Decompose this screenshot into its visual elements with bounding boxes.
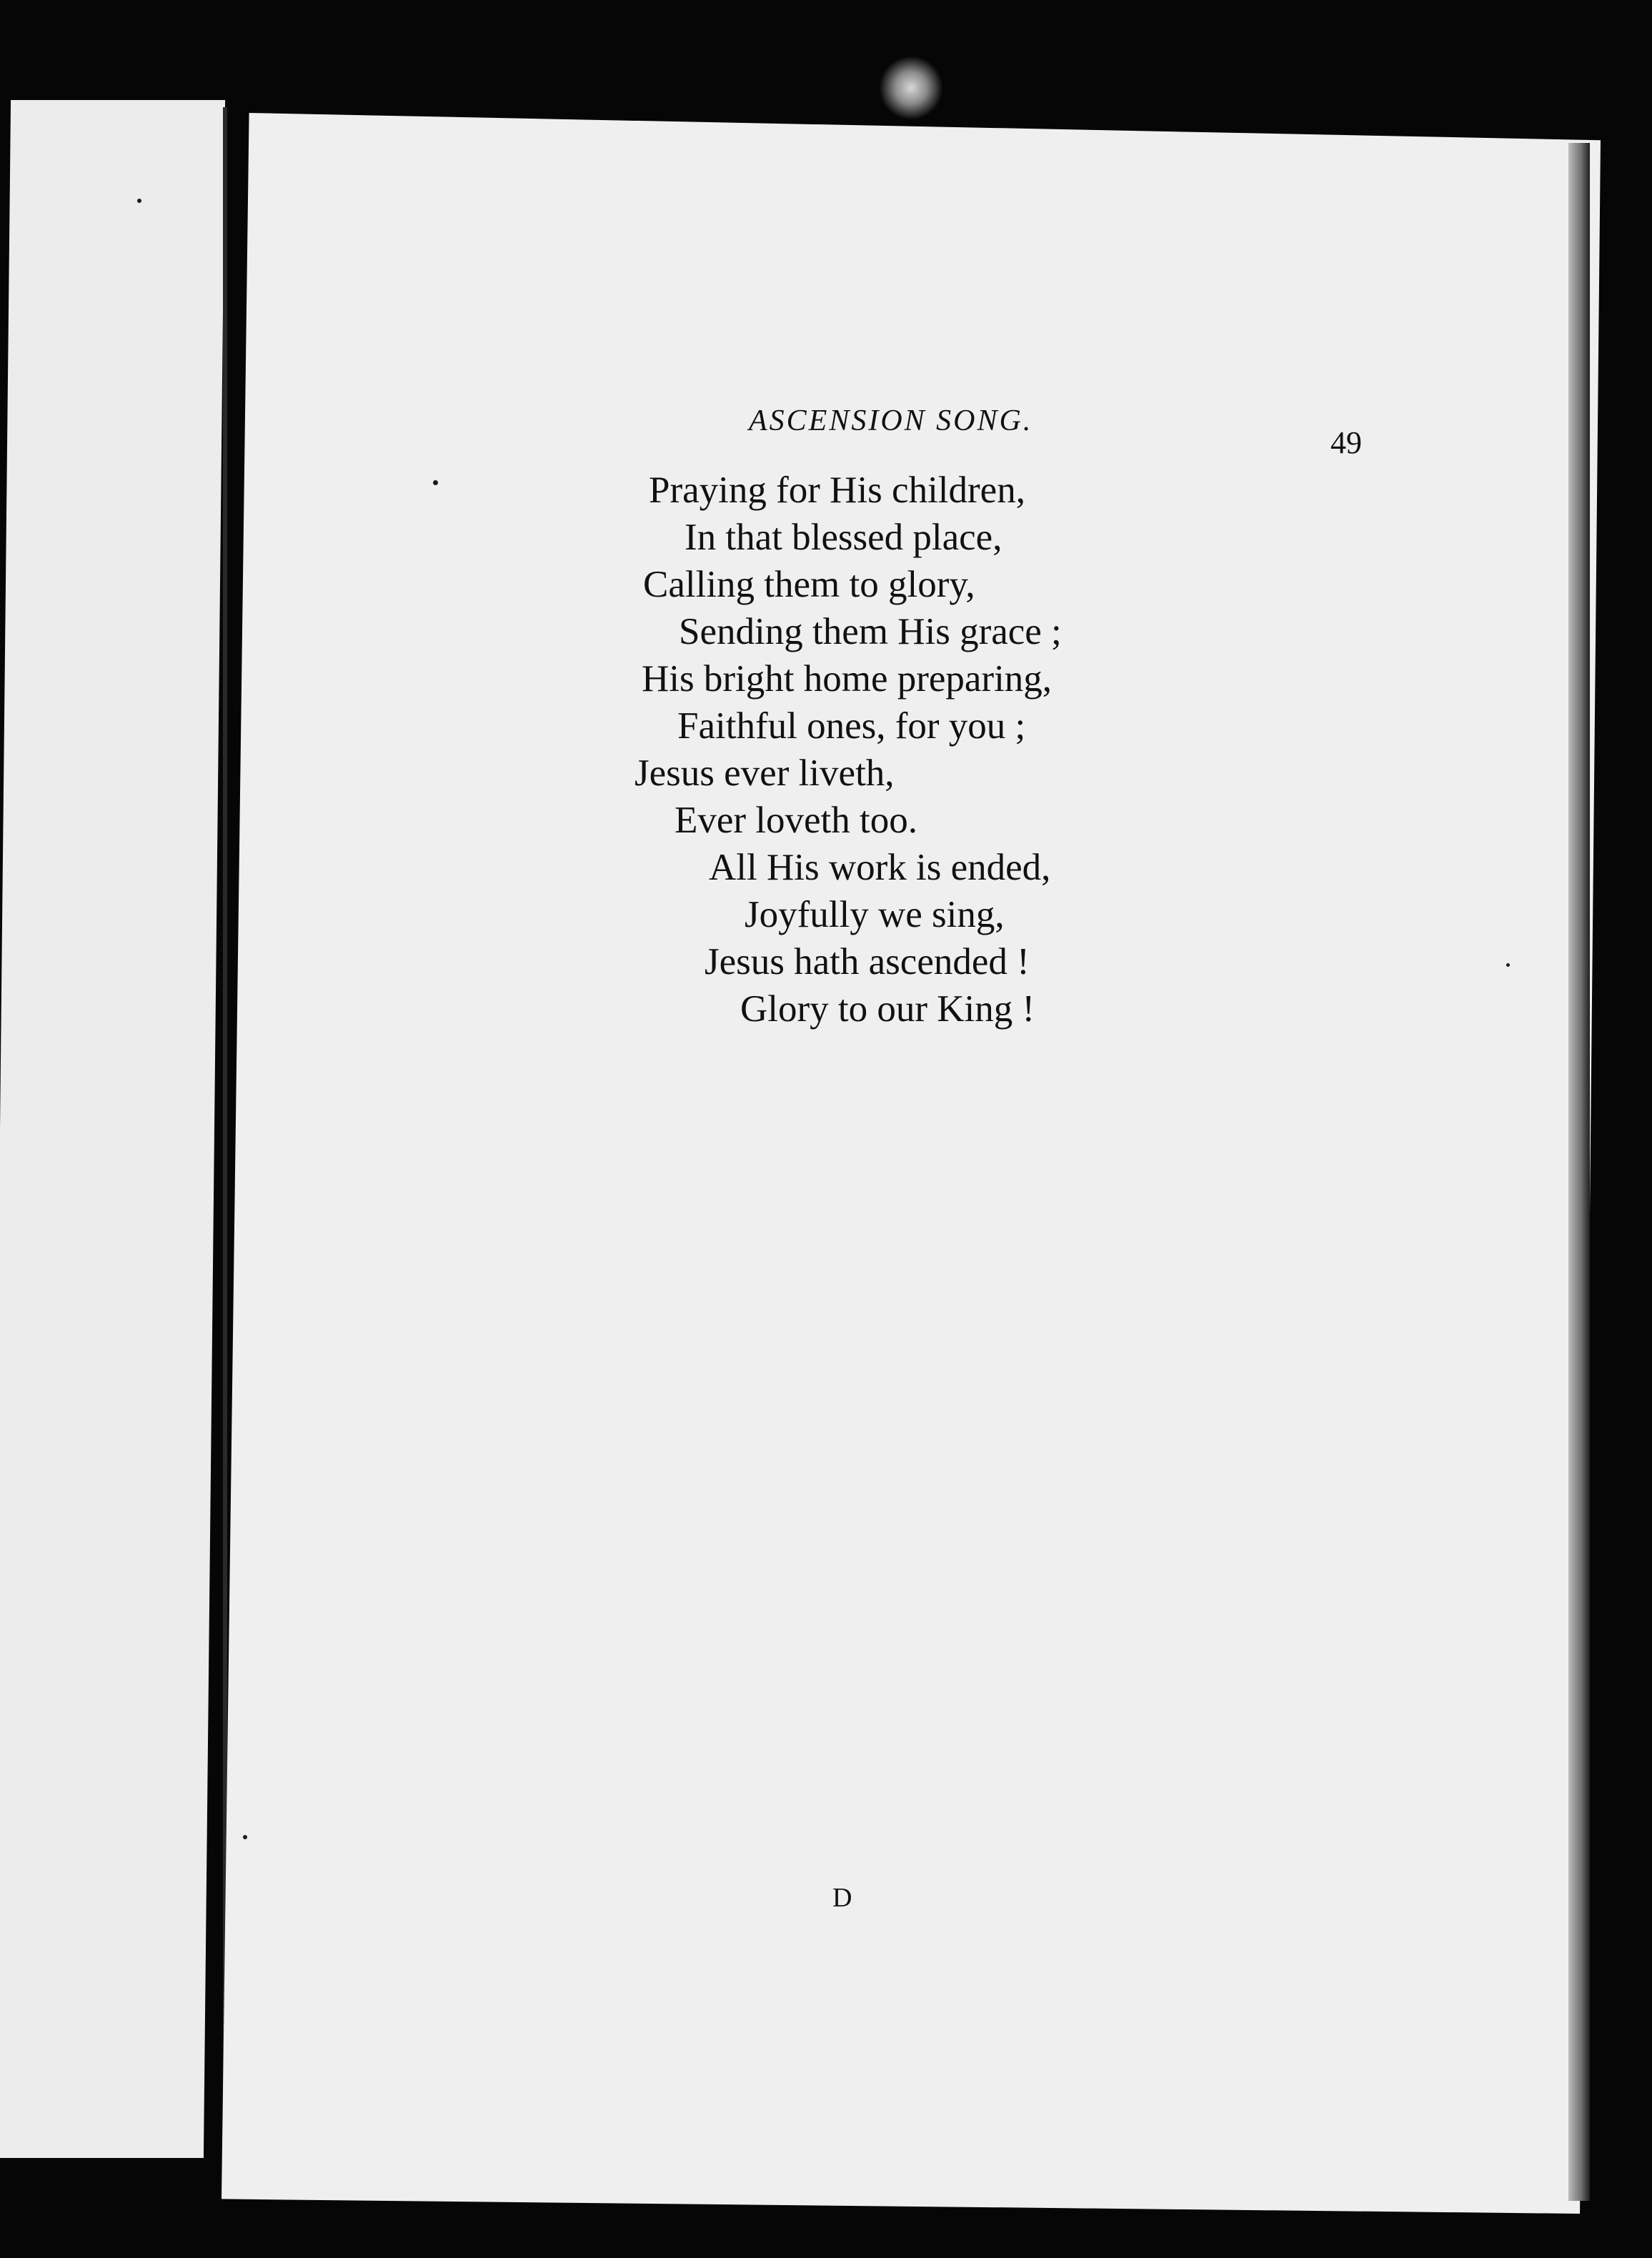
poem-line: All His work is ended, [709,847,1051,888]
running-head: ASCENSION SONG. [749,404,1033,437]
scan-speck [137,199,141,203]
poem-line: Glory to our King ! [740,988,1035,1030]
poem-line: In that blessed place, [685,517,1002,558]
signature-mark: D [832,1883,852,1913]
scan-smudge [879,56,943,120]
poem-line: Calling them to glory, [643,564,975,605]
page-fore-edge [1568,143,1590,2201]
poem-line: Praying for His children, [649,469,1025,511]
page-number: 49 [1330,425,1362,460]
scan-speck [243,1835,247,1839]
poem-line: His bright home preparing, [642,658,1053,700]
poem-line: Jesus ever liveth, [635,752,895,794]
poem-line: Sending them His grace ; [679,611,1062,652]
poem-line: Faithful ones, for you ; [677,705,1026,747]
scan-speck [433,480,438,485]
scan-speck [1506,963,1510,967]
poem-line: Joyfully we sing, [745,894,1005,935]
poem-line: Jesus hath ascended ! [705,941,1030,983]
poem-line: Ever loveth too. [675,800,917,841]
left-page [0,100,225,2158]
